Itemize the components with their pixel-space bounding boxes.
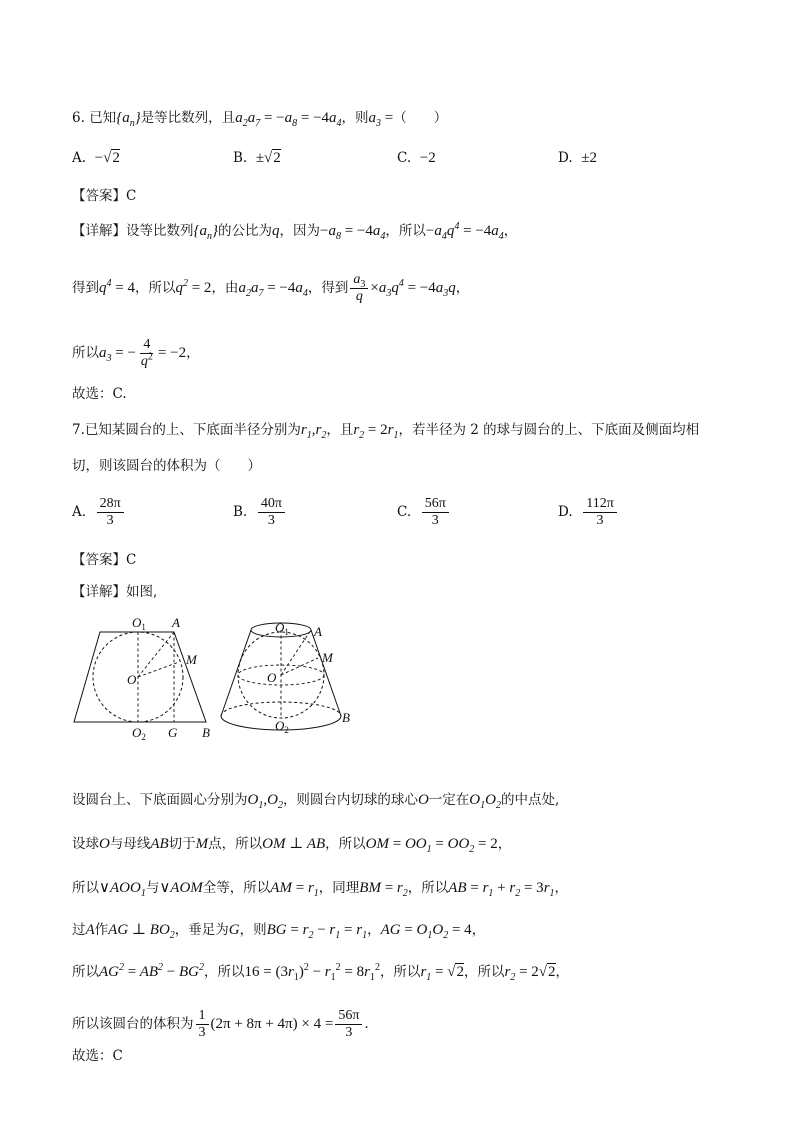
slant-right xyxy=(311,630,341,716)
q6-option-a: A. −√2 xyxy=(72,150,120,166)
frustum-label-b: B xyxy=(342,710,350,725)
q7-solution-line-4: 过A作AG ⊥ $BO_2$，垂足为G，则BG = $r_2 - r_1 = r_1$，AG = $O_1O_2 = 4$， xyxy=(72,922,486,941)
segment-om xyxy=(138,662,179,677)
q7-stem-line-2: 切，则该圆台的体积为（ ） xyxy=(72,458,261,474)
frustum-label-o2: $O_2$ xyxy=(275,718,289,735)
q6-option-c: C. −2 xyxy=(397,150,436,166)
label-o2: $O_2$ xyxy=(132,725,146,742)
q7-option-d: D. $\frac{112\pi}{3}$ xyxy=(558,496,619,529)
q6-detail-line-2: 得到$q^4 = 4$，所以$q^2 = 2$，由$a_2a_7 = -4a_4$，得到 $\frac{a_3}{q}$ $\times a_3q^4 = -4a_3q$， xyxy=(72,272,470,304)
slant-left xyxy=(221,630,251,716)
label-o: O xyxy=(127,672,137,687)
q6-option-d: D. ±2 xyxy=(558,150,597,166)
q7-option-a: A. $\frac{28\pi}{3}$ xyxy=(72,496,126,529)
q7-conclusion: 故选：C xyxy=(72,1048,123,1064)
q6-answer: 【答案】C xyxy=(72,188,137,204)
label-g: G xyxy=(168,725,178,740)
q7-solution-line-1: 设圆台上、下底面圆心分别为$O_1,O_2$，则圆台内切球的球心O一定在$O_1O_2$的中点处, xyxy=(72,792,560,811)
trapezoid-outline xyxy=(74,632,206,722)
frustum-label-o: O xyxy=(267,670,277,685)
q7-option-b: B. $\frac{40\pi}{3}$ xyxy=(233,496,287,529)
label-a: A xyxy=(172,615,180,630)
q6-option-b: B. ±√2 xyxy=(233,150,281,166)
q7-answer: 【答案】C xyxy=(72,552,137,568)
q7-solution-line-5: 所以$AG^2 = AB^2 - BG^2$，所以$16 = (3r_1)^2 - r_1^2 = 8r_1^2$，所以$r_1 = √2$，所以$r_2 = 2√2$， xyxy=(72,962,570,983)
label-b: B xyxy=(202,725,210,740)
q7-option-c: C. $\frac{56\pi}{3}$ xyxy=(397,496,451,529)
label-o1: $O_1$ xyxy=(132,615,146,632)
frustum-om xyxy=(281,658,318,675)
q7-solution-line-6: 所以该圆台的体积为 $\frac{1}{3}$ (2π + 8π + 4π) × 4 = $\frac{56\pi}{3}$ . xyxy=(72,1008,369,1040)
q6-conclusion: 故选：C. xyxy=(72,386,127,402)
q6-detail-line-1: 【详解】设等比数列$\{a_n\}$的公比为q，因为$-a_8 = -4a_4$，所以$-a_4q^4 = -4a_4$， xyxy=(72,221,518,242)
q7-detail-intro: 【详解】如图, xyxy=(72,584,158,600)
q6-stem: 6. 已知$\{a_n\}$是等比数列，且$a_2a_7 = -a_8 = -4a_4$，则$a_3$ =（ ） xyxy=(72,110,448,129)
frustum-figure xyxy=(218,612,368,742)
q6-detail-line-3: 所以$a_3$ = − $\frac{4}{q^2}$ = −2， xyxy=(72,337,200,369)
frustum-label-a: A xyxy=(314,624,322,639)
trapezoid-figure xyxy=(66,612,216,742)
q7-stem-line-1: 7.已知某圆台的上、下底面半径分别为$r_1,r_2$，且$r_2 = 2r_1$，若半径为 2 的球与圆台的上、下底面及侧面均相 xyxy=(72,422,700,441)
label-m: M xyxy=(186,652,197,667)
frustum-label-o1: $O_1$ xyxy=(275,620,289,637)
q7-solution-line-3: 所以$\vee AOO_1$与∨AOM全等，所以AM = $r_1$，同理BM = $r_2$，所以AB = $r_1 + r_2 = 3r_1$， xyxy=(72,880,569,899)
q7-solution-line-2: 设球O与母线AB切于M点，所以OM ⊥ AB，所以OM = $OO_1 = OO_2 = 2$， xyxy=(72,836,512,855)
frustum-label-m: M xyxy=(322,650,333,665)
